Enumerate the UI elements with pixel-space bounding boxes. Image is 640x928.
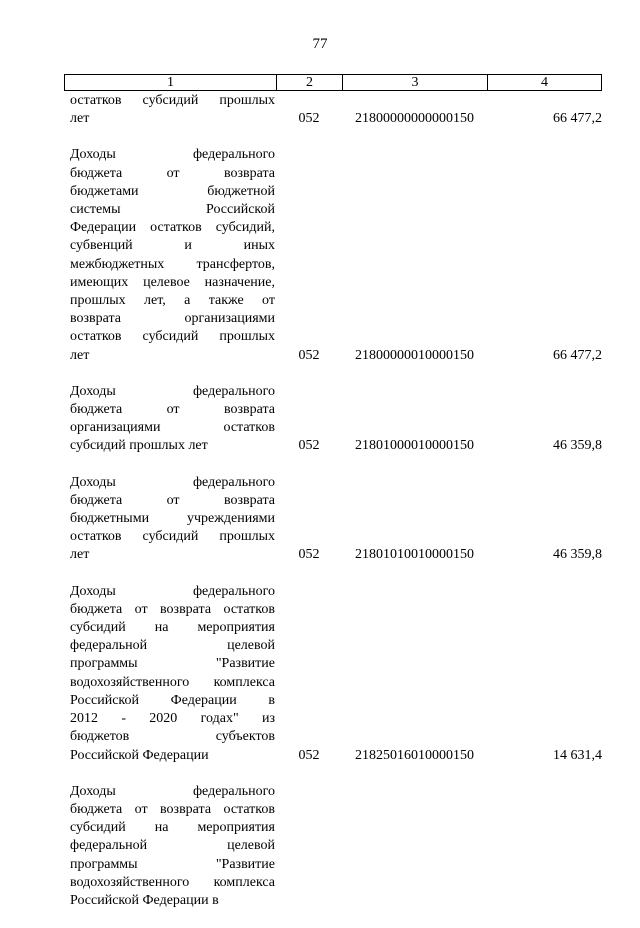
text-line: организациями остатков [70, 420, 275, 436]
cell-budget-code: 21825016010000150 [355, 747, 474, 763]
column-header-2: 2 [277, 75, 343, 90]
text-line: 2012 - 2020 годах" из [70, 711, 275, 727]
text-line: Доходы федерального [70, 147, 275, 163]
column-header-1: 1 [65, 75, 277, 90]
table-row [64, 383, 602, 456]
cell-income-name [64, 783, 275, 910]
cell-income-name [64, 146, 275, 364]
cell-budget-code: 21800000010000150 [355, 347, 474, 363]
text-line: Доходы федерального [70, 783, 275, 799]
text-line: прошлых лет, а также от [70, 293, 275, 309]
cell-amount: 46 359,8 [553, 438, 602, 454]
table-row [64, 92, 602, 128]
cell-budget-code: 21800000000000150 [355, 111, 474, 127]
cell-income-name [64, 92, 275, 128]
text-line: Федерации остатков субсидий, [70, 220, 275, 236]
text-line: остатков субсидий прошлых [70, 93, 275, 108]
text-line: бюджета от возврата остатков [70, 601, 275, 617]
cell-admin-code: 052 [298, 111, 320, 127]
text-line: бюджетными учреждениями [70, 511, 275, 527]
cell-budget-code: 21801010010000150 [355, 547, 474, 563]
text-line: Российской Федерации в [70, 892, 219, 908]
text-line: возврата организациями [70, 311, 275, 327]
text-line: бюджетами бюджетной [70, 183, 275, 199]
text-line: Доходы федерального [70, 383, 275, 399]
text-line: субсидий на мероприятия [70, 820, 275, 836]
text-line: бюджета от возврата остатков [70, 801, 275, 817]
cell-admin-code: 052 [298, 547, 320, 563]
text-line: бюджета от возврата [70, 165, 275, 181]
table-row [64, 583, 602, 765]
text-line: субсидий прошлых лет [70, 438, 208, 454]
cell-income-name [64, 474, 275, 565]
cell-budget-code: 21801000010000150 [355, 438, 474, 454]
text-line: федеральной целевой [70, 838, 275, 854]
cell-amount: 14 631,4 [553, 747, 602, 763]
table-row [64, 783, 602, 910]
text-line: лет [70, 111, 90, 127]
table-header [64, 74, 602, 91]
text-line: бюджета от возврата [70, 402, 275, 418]
text-line: Доходы федерального [70, 583, 275, 599]
cell-income-name [64, 383, 275, 456]
page-number: 77 [312, 36, 328, 52]
text-line: бюджетов субъектов [70, 729, 275, 745]
table-row [64, 474, 602, 565]
text-line: остатков субсидий прошлых [70, 329, 275, 345]
table-body [64, 92, 602, 928]
text-line: имеющих целевое назначение, [70, 274, 275, 290]
cell-admin-code: 052 [298, 347, 320, 363]
column-header-3: 3 [343, 75, 488, 90]
table-row [64, 146, 602, 364]
text-line: межбюджетных трансфертов, [70, 256, 275, 272]
text-line: остатков субсидий прошлых [70, 529, 275, 545]
text-line: программы "Развитие [70, 856, 275, 872]
text-line: водохозяйственного комплекса [70, 874, 275, 890]
cell-income-name [64, 583, 275, 765]
cell-amount: 66 477,2 [553, 111, 602, 127]
text-line: водохозяйственного комплекса [70, 674, 275, 690]
text-line: Доходы федерального [70, 474, 275, 490]
text-line: бюджета от возврата [70, 492, 275, 508]
text-line: программы "Развитие [70, 656, 275, 672]
text-line: Российской Федерации в [70, 692, 275, 708]
cell-admin-code: 052 [298, 747, 320, 763]
cell-admin-code: 052 [298, 438, 320, 454]
text-line: Российской Федерации [70, 747, 209, 763]
cell-amount: 46 359,8 [553, 547, 602, 563]
text-line: субсидий на мероприятия [70, 620, 275, 636]
cell-amount: 66 477,2 [553, 347, 602, 363]
text-line: лет [70, 347, 90, 363]
column-header-4: 4 [541, 75, 548, 90]
text-line: субвенций и иных [70, 238, 275, 254]
text-line: федеральной целевой [70, 638, 275, 654]
text-line: системы Российской [70, 202, 275, 218]
text-line: лет [70, 547, 90, 563]
